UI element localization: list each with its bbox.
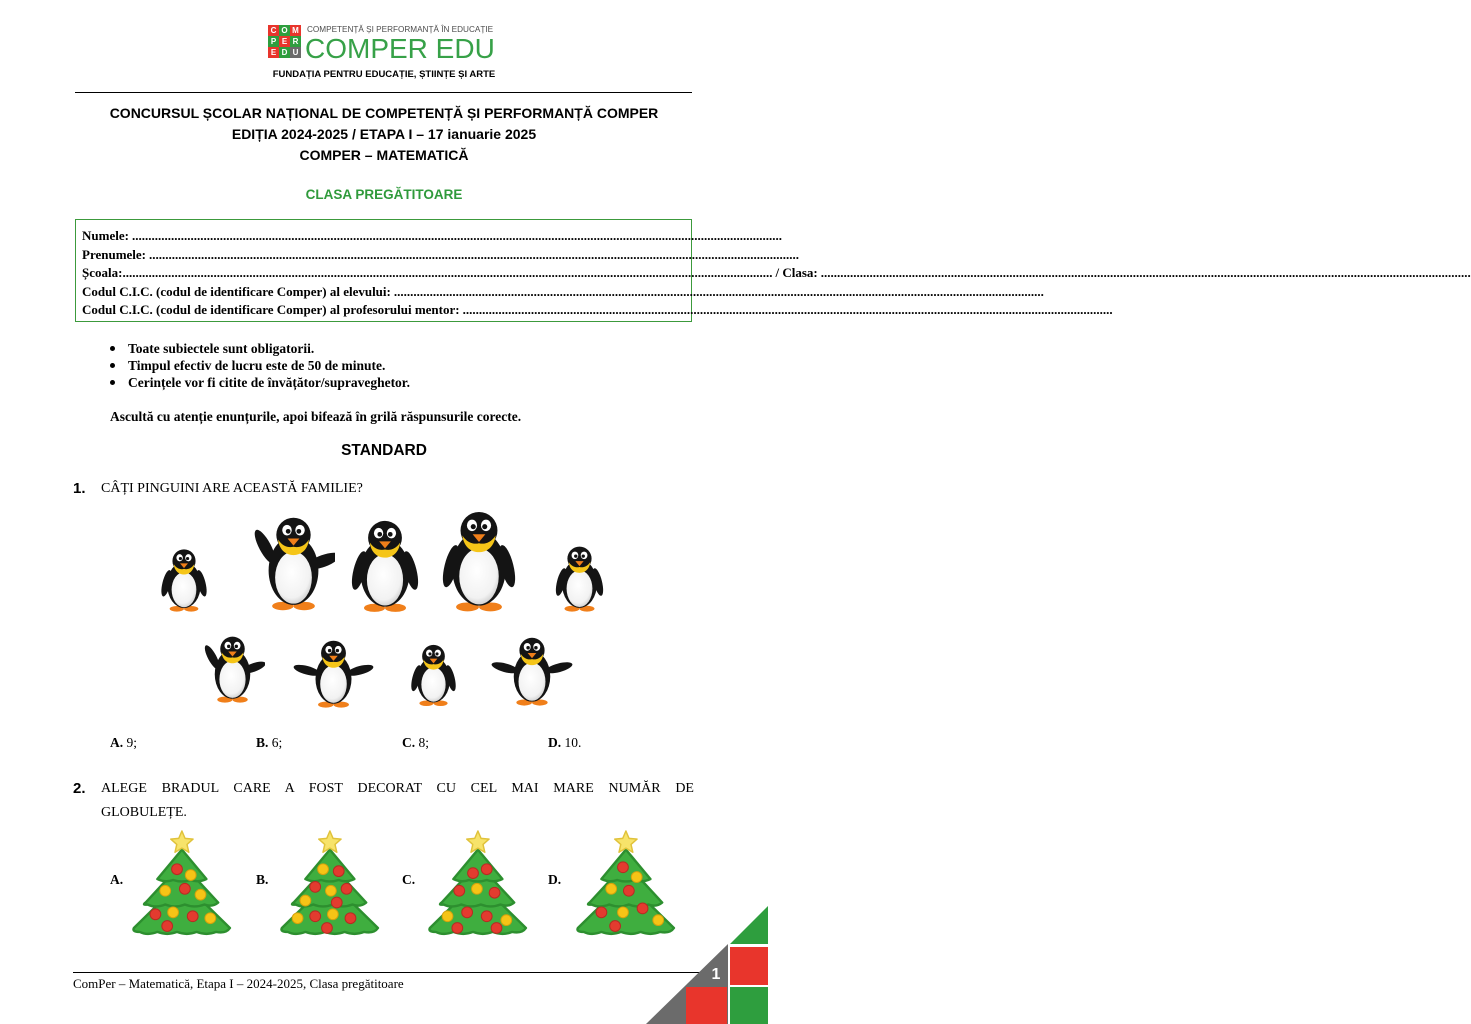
tree-c-label: C. [402,872,416,887]
penguin [349,521,421,612]
question-2-number: 2. [73,780,86,797]
q1-option-a [110,734,137,752]
penguin [293,641,375,708]
school-blank: ........................................................................................................................................................................................................ [122,265,773,280]
tree-b-label: B. [256,872,269,887]
yellow-ornament [606,883,617,894]
red-ornament [618,862,629,873]
list-item [110,340,410,357]
tree-a [133,831,229,934]
footer-text: ComPer – Matematică, Etapa I – 2024-2025, Clasa pregătitoare [73,976,404,991]
red-ornament [454,885,465,896]
surname-label: Prenumele: [82,246,147,262]
yellow-ornament [318,864,329,875]
red-ornament [452,923,463,934]
surname-row [82,246,800,265]
red-ornament [310,881,321,892]
red-ornament [322,923,333,934]
red-square [686,987,727,1024]
foundation-name: FUNDAȚIA PENTRU EDUCAȚIE, ȘTIINȚE ȘI ARTE [272,69,496,80]
red-ornament [162,921,173,932]
tree-d-label: D. [548,872,562,887]
yellow-ornament [442,911,453,922]
bullet-icon [110,363,115,368]
header-divider [75,92,692,93]
student-code-row [82,283,1044,302]
title-line-3: COMPER – MATEMATICĂ [299,147,469,163]
option-letter: D. [548,735,562,750]
student-info-box [75,219,1471,322]
school-label: Școala: [82,265,123,280]
penguin [202,637,267,703]
yellow-ornament [325,885,336,896]
name-row [82,227,782,246]
instruction-text: Cerințele vor fi citite de învățător/supraveghetor. [128,374,410,390]
green-triangle [730,906,768,944]
class-blank: ........................................................................................................................................................................................................ [820,265,1471,280]
yellow-ornament [327,909,338,920]
name-label: Numele: [82,228,129,243]
page-number: 1 [711,966,721,983]
logo-letter: E [279,36,290,47]
question-1-text: CÂȚI PINGUINI ARE ACEASTĂ FAMILIE? [101,481,363,496]
yellow-ornament [501,915,512,926]
red-ornament [172,864,183,875]
penguin-family-illustration [0,500,768,715]
red-ornament [331,897,342,908]
comper-logo-mark [268,25,301,58]
instructions-list [110,340,410,391]
list-item [110,357,410,374]
list-item [110,374,410,391]
red-ornament [462,907,473,918]
logo-tagline: COMPETENȚĂ ȘI PERFORMANȚĂ ÎN EDUCAȚIE [307,25,494,34]
red-ornament [150,909,161,920]
instruction-text: Toate subiectele sunt obligatorii. [128,340,315,356]
option-value: 6; [271,735,283,750]
red-ornament [187,911,198,922]
name-blank: ........................................................................................................................................................................................................ [131,228,782,243]
yellow-ornament [472,883,483,894]
logo-letter: C [268,25,279,36]
instruction-text: Timpul efectiv de lucru este de 50 de minute. [128,357,386,373]
student-code-label: Codul C.I.C. (codul de identificare Comper) al elevului: [82,283,391,299]
tree-b [281,831,377,934]
penguin [491,638,574,706]
corner-decoration [640,900,768,1024]
option-value: 10. [564,735,582,750]
logo-letter: D [279,47,290,58]
title-line-2: EDIȚIA 2024-2025 / ETAPA I – 17 ianuarie 2025 [231,126,537,142]
red-ornament [468,868,479,879]
yellow-ornament [168,907,179,918]
red-ornament [623,885,634,896]
penguin [409,645,458,706]
q1-option-c [402,734,429,752]
footer-divider [73,972,700,973]
red-ornament [610,921,621,932]
logo-letter: E [268,47,279,58]
yellow-ornament [292,913,303,924]
option-letter: A. [110,735,124,750]
question-1-number: 1. [73,480,86,497]
red-ornament [333,866,344,877]
red-ornament [491,923,502,934]
yellow-ornament [195,889,206,900]
mentor-code-blank: ........................................................................................................................................................................................................ [462,302,1113,317]
penguin [440,512,519,611]
logo-letter: R [290,36,301,47]
red-ornament [310,911,321,922]
question-2-text [101,777,694,825]
logo-letter: O [279,25,290,36]
red-square [730,947,768,985]
yellow-ornament [631,872,642,883]
penguin [159,549,208,611]
mentor-code-label: Codul C.I.C. (codul de identificare Comper) al profesorului mentor: [82,302,460,317]
red-ornament [179,883,190,894]
bullet-icon [110,380,115,385]
red-ornament [345,913,356,924]
bullet-icon [110,346,115,351]
tree-a-label: A. [110,872,124,887]
contest-title [0,103,768,166]
green-square [730,987,768,1024]
yellow-ornament [300,895,311,906]
question-2-line-2: GLOBULEȚE. [101,805,187,820]
option-letter: B. [256,735,269,750]
option-value: 9; [126,735,138,750]
logo-brand-name: COMPER EDU [305,33,495,64]
red-ornament [489,887,500,898]
mentor-code-row [82,301,1113,320]
surname-blank: ........................................................................................................................................................................................................ [149,246,800,262]
option-letter: C. [402,735,416,750]
yellow-ornament [618,907,629,918]
yellow-ornament [160,885,171,896]
listen-instruction: Ascultă cu atenție enunțurile, apoi bifează în grilă răspunsurile corecte. [110,408,522,424]
title-line-1: CONCURSUL ȘCOLAR NAȚIONAL DE COMPETENȚĂ ȘI PERFORMANȚĂ COMPER [109,105,659,121]
logo-letter: U [290,47,301,58]
logo-letter: P [268,36,279,47]
red-ornament [596,907,607,918]
school-row [82,264,1471,283]
option-value: 8; [418,735,430,750]
question-2-line-1: ALEGE BRADUL CARE A FOST DECORAT CU CEL MAI MARE NUMĂR DE [101,781,694,796]
red-ornament [341,883,352,894]
q1-option-b [256,734,282,752]
class-label: / Clasa: [775,265,818,280]
red-ornament [481,911,492,922]
yellow-ornament [205,913,216,924]
red-ornament [481,864,492,875]
tree-c [429,831,525,934]
penguin [251,518,342,610]
yellow-ornament [185,870,196,881]
logo-letter: M [290,25,301,36]
penguin [554,547,606,612]
grade-label: CLASA PREGĂTITOARE [305,187,463,202]
q1-option-d [548,734,581,752]
student-code-blank: ........................................................................................................................................................................................................ [393,283,1044,299]
section-heading: STANDARD [341,442,427,459]
